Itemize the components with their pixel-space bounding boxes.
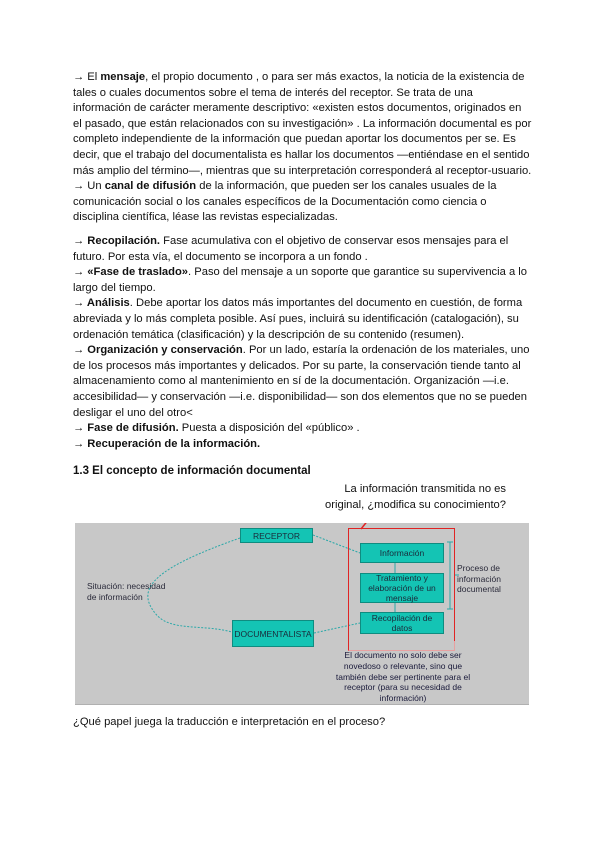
arrow-icon: → xyxy=(73,297,85,310)
phase-analisis: → Análisis. Debe aportar los datos más importantes del documento en cuestión, de forma abreviada y lo más completa posible. Así pues, incluirá su identificación (catalogación), su ordenación temática (clasificación) y la descripción de su contenido (resumen). xyxy=(73,297,523,341)
phase-recuperacion: → Recuperación de la información. xyxy=(73,437,261,450)
arrow-icon: → xyxy=(73,422,85,435)
situacion-label: Situación: necesidad de información xyxy=(87,581,166,602)
term-mensaje: mensaje xyxy=(100,71,146,83)
diagram-question-caption: La información transmitida no es original, ¿modifica su conocimiento? xyxy=(325,483,506,511)
term-canal-difusion: canal de difusión xyxy=(104,180,197,193)
closing-question: ¿Qué papel juega la traducción e interpretación en el proceso? xyxy=(73,716,386,728)
paragraph-canal: → Un canal de difusión de la información, que pueden ser los canales usuales de la comunicación social o los canales específicos de la Documentación como ciencia o disciplina científica, léase las revistas especializadas. xyxy=(73,180,497,224)
documentalista-box: DOCUMENTALISTA xyxy=(232,620,314,647)
phase-organizacion: → Organización y conservación. Por un lado, estaría la ordenación de los materiales, uno de los procesos más importantes y delicados. Por su parte, la conservación tiende tanto al almacenamiento como al mantenimiento en sí de la documentación. Organización —i.e. accesibilidad— y conservación —i.e. disponibilidad— son dos elementos que no se pueden desligar el uno del otro< xyxy=(73,344,530,419)
arrow-icon: → xyxy=(73,71,85,83)
phase-traslado: → «Fase de traslado». Paso del mensaje a un soporte que garantice su supervivencia a lo largo del tiempo. xyxy=(73,266,527,294)
phase-recopilacion: → Recopilación. Fase acumulativa con el objetivo de conservar esos mensajes para el futuro. Por esta vía, el documento se incorpora a un fondo . xyxy=(73,235,509,263)
arrow-icon: → xyxy=(73,437,85,450)
section-heading: 1.3 El concepto de información documental xyxy=(73,465,311,477)
arrow-icon: → xyxy=(73,235,85,247)
informacion-box: Información xyxy=(360,543,444,563)
pertinence-note: El documento no solo debe ser novedoso o relevante, sino que también debe ser pertinente para el receptor (para su necesidad de información) xyxy=(335,650,471,704)
arrow-icon: → xyxy=(73,180,85,193)
receptor-box: RECEPTOR xyxy=(240,528,313,543)
phases-list xyxy=(73,234,533,452)
arrow-icon: → xyxy=(73,266,85,279)
intro-paragraphs xyxy=(73,70,533,226)
information-process-diagram xyxy=(75,523,529,705)
tratamiento-box: Tratamiento y elaboración de un mensaje xyxy=(360,573,444,603)
recopilacion-box: Recopilación de datos xyxy=(360,612,444,634)
paragraph-mensaje: → El mensaje, el propio documento , o para ser más exactos, la noticia de la existencia de tales o cuales documentos sobre el tema de interés del receptor. Se trata de una información de carácter meramente descriptivo: «existen estos documentos, originados en el pasado, que están relacionados con su investigación» . La información documental es por completo independiente de la información que puedan aportar los documentos per se. Es decir, que el trabajo del documentalista es hallar los documentos —entiéndase en el sentido más amplio del término—, mientras que su interpretación corresponderá al receptor-usuario. xyxy=(73,71,532,177)
proceso-label: Proceso de información documental xyxy=(457,563,501,594)
arrow-icon: → xyxy=(73,344,85,357)
phase-difusion: → Fase de difusión. Puesta a disposición del «público» . xyxy=(73,422,360,435)
